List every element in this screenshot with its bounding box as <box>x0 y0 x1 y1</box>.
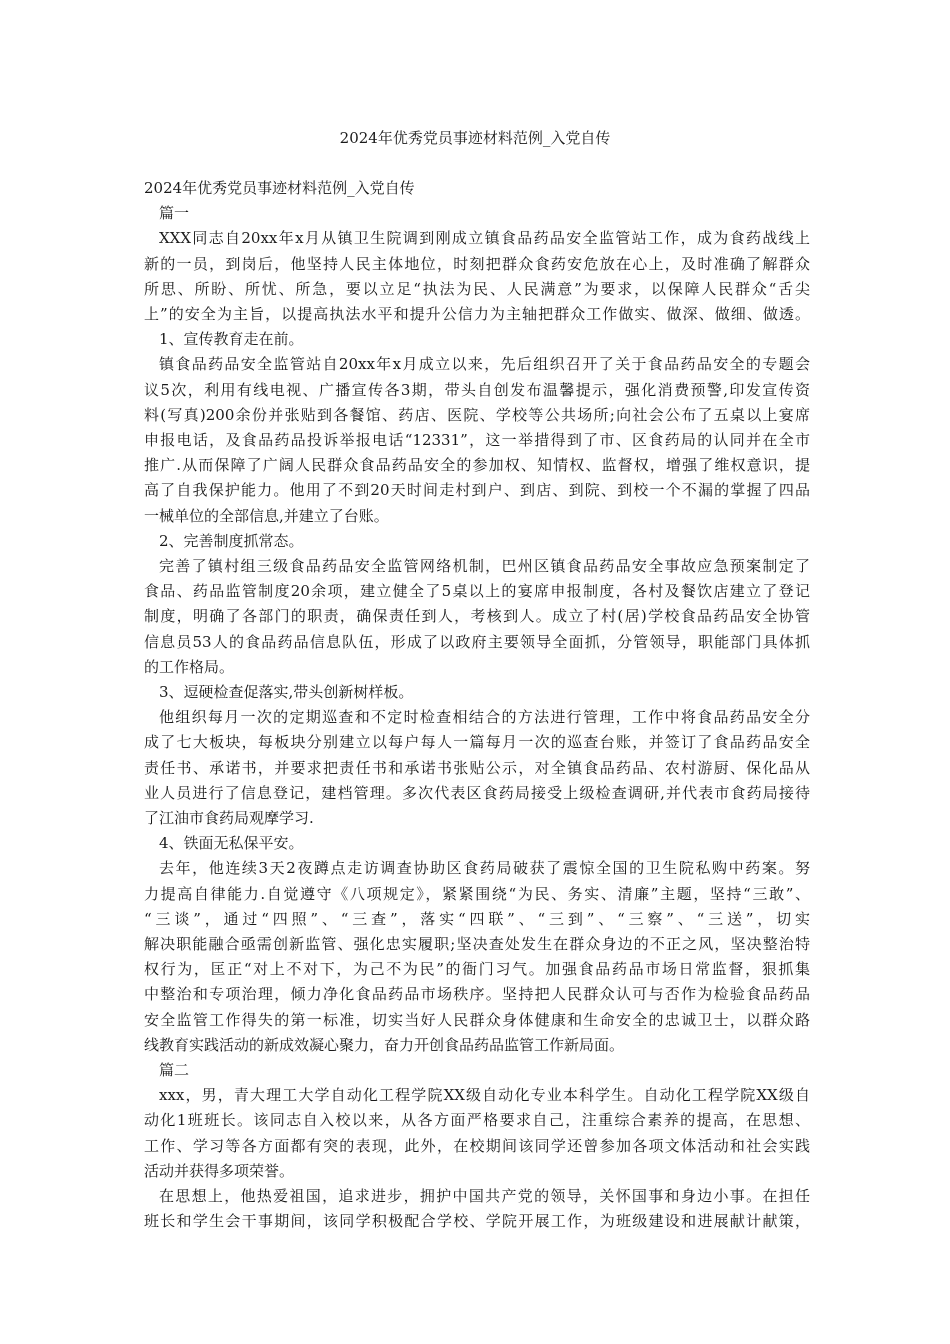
paragraph-line: 篇一 <box>159 204 190 223</box>
paragraph-line: 上”的安全为主旨，以提高执法水平和提升公信力为主轴把群众工作做实、做深、做细、做透。 <box>144 305 810 323</box>
paragraph-line: 责任书、承诺书，并要求把责任书和承诺书张贴公示，对全镇食品药品、农村游厨、保化品从 <box>144 758 810 777</box>
paragraph-line: 申报电话，及食品药品投诉举报电话“12331”，这一举措得到了市、区食药局的认同并在全市 <box>144 431 810 449</box>
paragraph-line: 3、逗硬检查促落实,带头创新树样板。 <box>159 683 414 701</box>
paragraph-line: 2、完善制度抓常态。 <box>159 531 304 550</box>
paragraph-line: 安全监管工作得失的第一标准，切实当好人民群众身体健康和生命安全的忠诚卫士，以群众路 <box>144 1010 810 1029</box>
paragraph-line: 食品、药品监管制度20余项，建立健全了5桌以上的宴席申报制度，各村及餐饮店建立了登记 <box>144 582 810 601</box>
paragraph-line: 班长和学生会干事期间，该同学积极配合学校、学院开展工作，为班级建设和进展献计献策， <box>144 1212 810 1231</box>
paragraph-line: 1、宣传教育走在前。 <box>159 330 304 349</box>
paragraph-line: 中整治和专项治理，倾力净化食品药品市场秩序。坚持把人民群众认可与否作为检验食品药品 <box>144 985 810 1004</box>
paragraph-line: 解决职能融合亟需创新监管、强化忠实履职;坚决查处发生在群众身边的不正之风，坚决整治特 <box>144 935 810 953</box>
paragraph-line: 篇二 <box>159 1061 190 1079</box>
paragraph-line: 权行为，匡正“对上不对下，为己不为民”的衙门习气。加强食品药品市场日常监督，狠抓集 <box>144 960 810 979</box>
paragraph-line: 去年，他连续3天2夜蹲点走访调查协助区食药局破获了震惊全国的卫生院私购中药案。努 <box>159 859 810 878</box>
paragraph-line: 镇食品药品安全监管站自20xx年x月成立以来，先后组织召开了关于食品药品安全的专题会 <box>159 355 810 374</box>
paragraph-line: “三谈”，通过“四照”、“三查”，落实“四联”、“三到”、“三察”、“三送”，切实 <box>144 909 810 928</box>
paragraph-line: 一械单位的全部信息,并建立了台账。 <box>144 506 389 525</box>
paragraph-line: 活动并获得多项荣誉。 <box>144 1161 295 1180</box>
paragraph-line: 推广.从而保障了广阔人民群众食品药品安全的参加权、知情权、监督权，增强了维权意识，提 <box>144 456 810 475</box>
paragraph-line: 了江油市食药局观摩学习. <box>144 809 314 827</box>
paragraph-line: 业人员进行了信息登记，建档管理。多次代表区食药局接受上级检查调研,并代表市食药局接待 <box>144 783 810 802</box>
document-title: 2024年优秀党员事迹材料范例_入党自传 <box>339 129 611 147</box>
paragraph-line: 动化1班班长。该同志自入校以来，从各方面严格要求自己，注重综合素养的提高，在思想、 <box>144 1111 810 1130</box>
paragraph-line: 力提高自律能力.自觉遵守《八项规定》，紧紧围绕“为民、务实、清廉”主题，坚持“三敢”、 <box>144 884 810 903</box>
paragraph-line: 高了自我保护能力。他用了不到20天时间走村到户、到店、到院、到校一个不漏的掌握了四品 <box>144 481 810 500</box>
paragraph-line: 在思想上，他热爱祖国，追求进步，拥护中国共产党的领导，关怀国事和身边小事。在担任 <box>159 1187 810 1205</box>
paragraph-line: 2024年优秀党员事迹材料范例_入党自传 <box>144 179 415 197</box>
paragraph-line: 线教育实践活动的新成效凝心聚力，奋力开创食品药品监管工作新局面。 <box>144 1035 625 1054</box>
paragraph-line: 成了七大板块，每板块分别建立以每户每人一篇每月一次的巡查台账，并签订了食品药品安全 <box>144 733 810 752</box>
paragraph-line: 所思、所盼、所忧、所急，要以立足“执法为民、人民满意”为要求，以保障人民群众“舌尖 <box>144 279 810 298</box>
paragraph-line: 议5次，利用有线电视、广播宣传各3期，带头自创发布温馨提示，强化消费预警,印发宣传资 <box>144 380 810 399</box>
paragraph-line: XXX同志自20xx年x月从镇卫生院调到刚成立镇食品药品安全监管站工作，成为食药战线上 <box>159 229 810 248</box>
paragraph-line: 新的一员，到岗后，他坚持人民主体地位，时刻把群众食药安危放在心上，及时准确了解群众 <box>144 254 810 273</box>
paragraph-line: 制度，明确了各部门的职责，确保责任到人，考核到人。成立了村(居)学校食品药品安全协管 <box>144 607 810 626</box>
paragraph-line: 信息员53人的食品药品信息队伍，形成了以政府主要领导全面抓，分管领导，职能部门具体抓 <box>144 632 810 651</box>
paragraph-line: 料(写真)200余份并张贴到各餐馆、药店、医院、学校等公共场所;向社会公布了五桌以上宴席 <box>144 405 810 424</box>
paragraph-line: xxx，男，青大理工大学自动化工程学院XX级自动化专业本科学生。自动化工程学院XX级自 <box>159 1086 810 1105</box>
paragraph-line: 4、铁面无私保平安。 <box>159 834 304 853</box>
paragraph-line: 完善了镇村组三级食品药品安全监管网络机制，巴州区镇食品药品安全事故应急预案制定了 <box>159 557 810 575</box>
paragraph-line: 他组织每月一次的定期巡查和不定时检查相结合的方法进行管理，工作中将食品药品安全分 <box>159 708 810 727</box>
paragraph-line: 工作、学习等各方面都有突的表现，此外，在校期间该同学还曾参加各项文体活动和社会实践 <box>144 1136 810 1155</box>
paragraph-line: 的工作格局。 <box>144 657 235 676</box>
